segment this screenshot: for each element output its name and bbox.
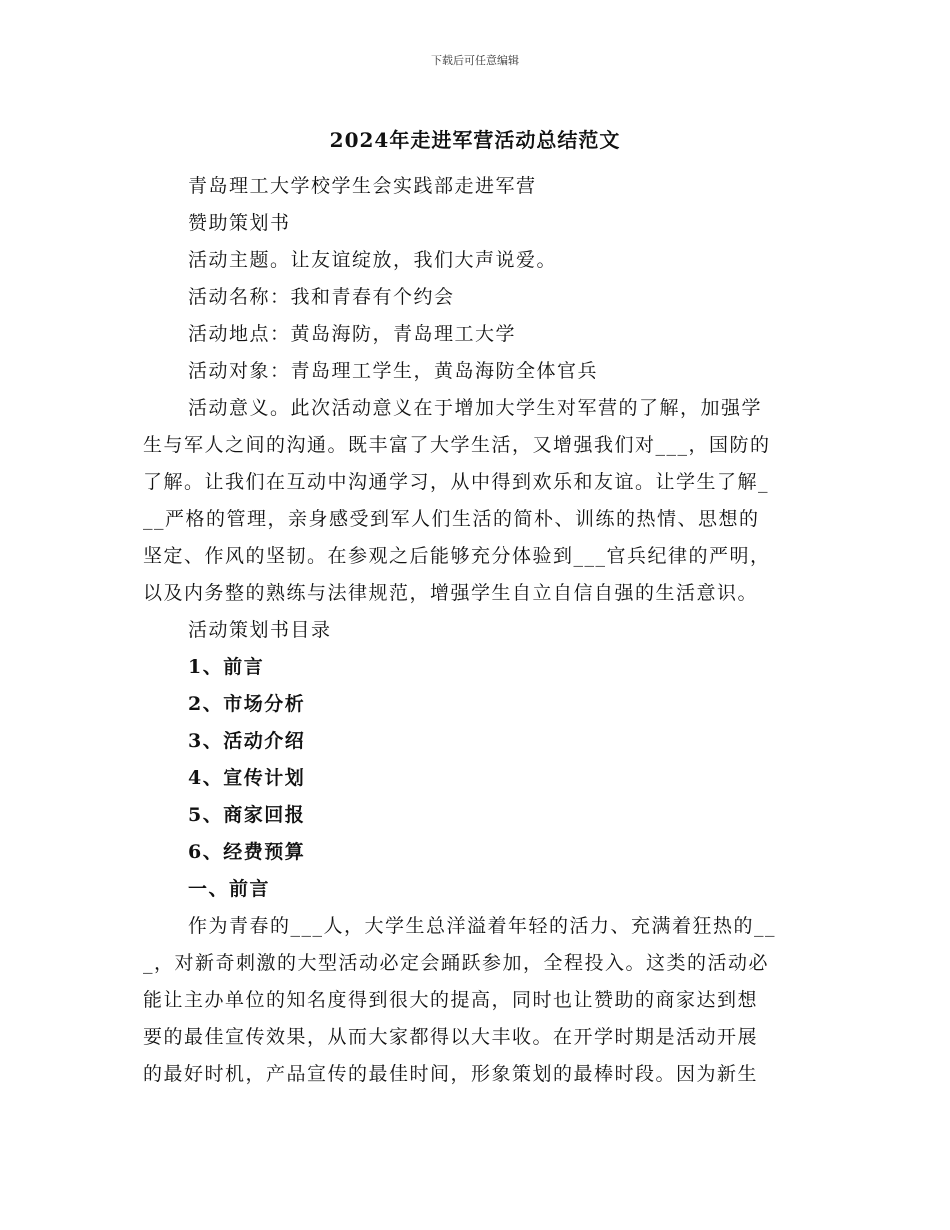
section-heading: 4、宣传计划 — [188, 767, 306, 789]
paragraph-line: 赞助策划书 — [188, 212, 291, 234]
section-heading: 6、经费预算 — [188, 841, 306, 863]
section-heading: 2、市场分析 — [188, 693, 306, 715]
paragraph-line: 活动对象：青岛理工学生，黄岛海防全体官兵 — [188, 360, 599, 382]
paragraph-line: 活动主题。让友谊绽放，我们大声说爱。 — [188, 249, 558, 271]
paragraph-line: 活动名称：我和青春有个约会 — [188, 286, 455, 308]
paragraph-line: 活动策划书目录 — [188, 619, 332, 641]
section-heading: 5、商家回报 — [188, 804, 306, 826]
paragraph-line: _，对新奇刺激的大型活动必定会踊跃参加，全程投入。这类的活动必 — [143, 952, 770, 974]
document-title: 2024年走进军营活动总结范文 — [329, 128, 621, 152]
paragraph-line: 青岛理工大学校学生会实践部走进军营 — [188, 175, 537, 197]
paragraph-line: 作为青春的___人，大学生总洋溢着年轻的活力、充满着狂热的__ — [188, 915, 777, 937]
section-heading: 1、前言 — [188, 656, 265, 678]
section-heading: 一、前言 — [188, 878, 271, 900]
document-body — [143, 168, 811, 1093]
paragraph-line: __严格的管理，亲身感受到军人们生活的简朴、训练的热情、思想的 — [143, 508, 760, 530]
paragraph-line: 要的最佳宣传效果，从而大家都得以大丰收。在开学时期是活动开展 — [143, 1026, 759, 1048]
paragraph-line: 的最好时机，产品宣传的最佳时间，形象策划的最棒时段。因为新生 — [143, 1063, 759, 1085]
paragraph-line: 以及内务整的熟练与法律规范，增强学生自立自信自强的生活意识。 — [143, 582, 759, 604]
paragraph-line: 活动地点：黄岛海防，青岛理工大学 — [188, 323, 517, 345]
section-heading: 3、活动介绍 — [188, 730, 306, 752]
page-header: 下载后可任意编辑 — [431, 54, 519, 67]
paragraph-line: 活动意义。此次活动意义在于增加大学生对军营的了解，加强学 — [188, 397, 763, 419]
paragraph-line: 生与军人之间的沟通。既丰富了大学生活，又增强我们对___，国防的 — [143, 434, 771, 456]
paragraph-line: 能让主办单位的知名度得到很大的提高，同时也让赞助的商家达到想 — [143, 989, 759, 1011]
paragraph-line: 坚定、作风的坚韧。在参观之后能够充分体验到___官兵纪律的严明， — [143, 545, 771, 567]
paragraph-line: 了解。让我们在互动中沟通学习，从中得到欢乐和友谊。让学生了解_ — [143, 471, 770, 493]
